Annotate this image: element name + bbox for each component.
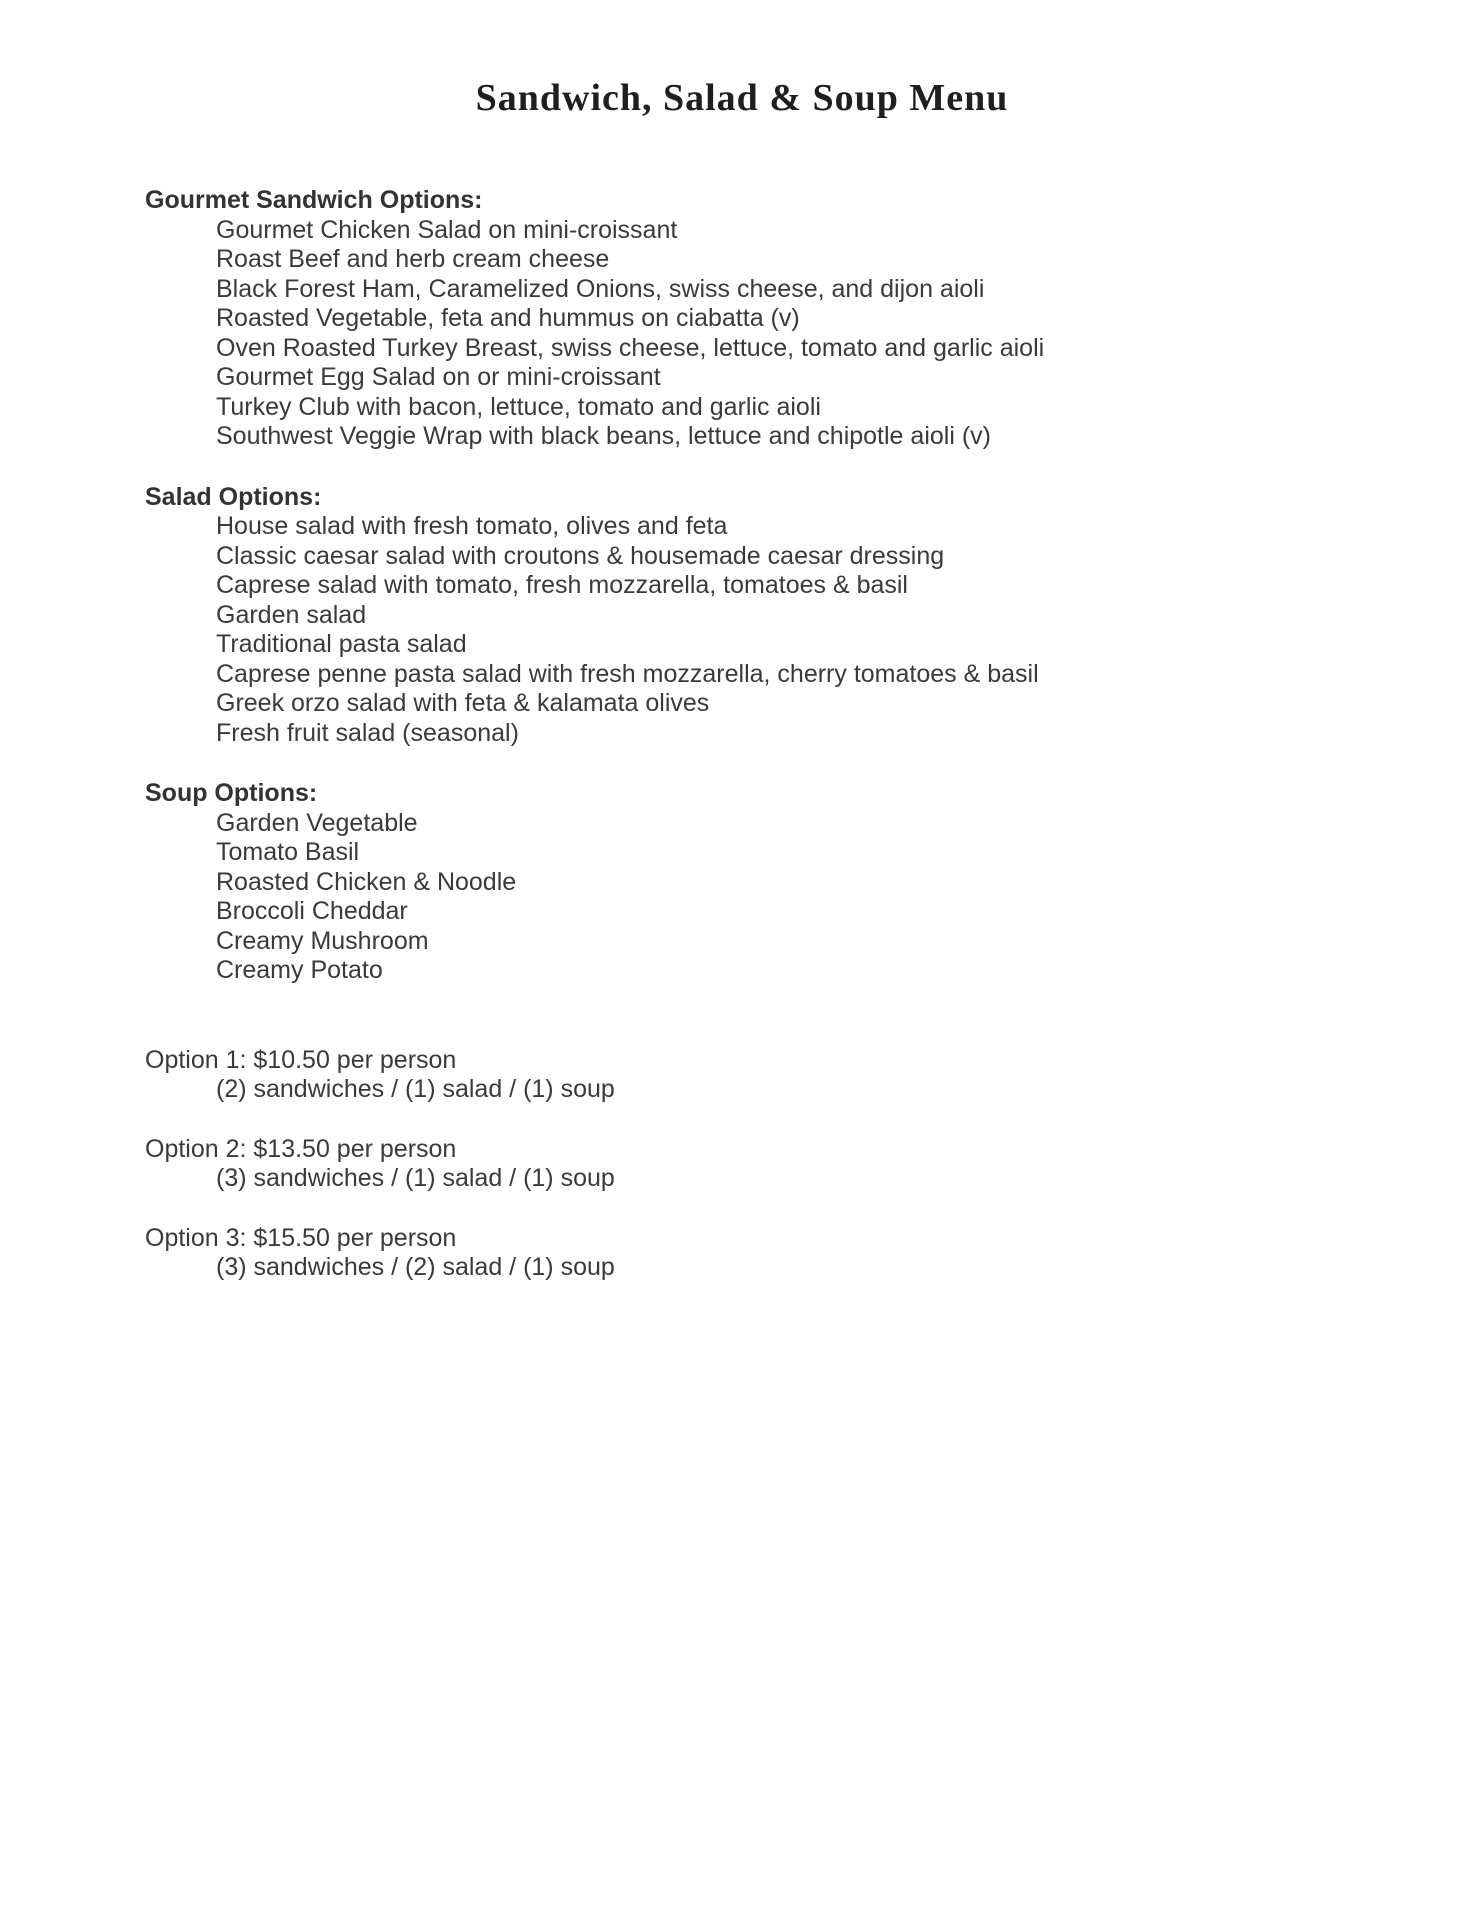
menu-item-list [145,809,1404,986]
menu-item: Oven Roasted Turkey Breast, swiss cheese, lettuce, tomato and garlic aioli [216,333,1045,362]
section-heading: Soup Options: [145,779,318,807]
menu-item: Roast Beef and herb cream cheese [216,245,610,273]
menu-item: Roasted Vegetable, feta and hummus on ciabatta (v) [216,304,800,332]
section-heading: Gourmet Sandwich Options: [145,186,483,214]
pricing-block [145,1046,1404,1105]
pricing-block [145,1135,1404,1194]
menu-item: Fresh fruit salad (seasonal) [216,718,519,747]
menu-item: Creamy Mushroom [216,926,429,955]
menu-item: Turkey Club with bacon, lettuce, tomato and garlic aioli [216,392,821,421]
menu-item-list [145,216,1404,452]
pricing-options [145,1046,1404,1283]
menu-item-list [145,512,1404,748]
menu-item: Broccoli Cheddar [216,897,408,925]
pricing-option-detail: (3) sandwiches / (1) salad / (1) soup [216,1164,615,1192]
menu-item: Gourmet Egg Salad on or mini-croissant [216,363,661,391]
menu-item: Tomato Basil [216,838,360,866]
page-title: Sandwich, Salad & Soup Menu [475,77,1009,119]
menu-item: Garden salad [216,600,367,629]
pricing-option-detail: (3) sandwiches / (2) salad / (1) soup [216,1253,615,1281]
menu-item: Greek orzo salad with feta & kalamata olives [216,689,710,717]
pricing-option-label: Option 3: $15.50 per person [145,1223,457,1252]
section-heading: Salad Options: [145,482,322,511]
menu-section [145,779,1404,986]
menu-section [145,186,1404,452]
menu-item: Caprese penne pasta salad with fresh mozzarella, cherry tomatoes & basil [216,659,1039,688]
menu-item: Southwest Veggie Wrap with black beans, lettuce and chipotle aioli (v) [216,422,991,450]
menu-item: Roasted Chicken & Noodle [216,867,517,896]
menu-item: Creamy Potato [216,956,383,984]
menu-sections [145,186,1404,986]
menu-item: Garden Vegetable [216,808,418,837]
pricing-block [145,1224,1404,1283]
menu-item: Gourmet Chicken Salad on mini-croissant [216,215,678,244]
pricing-option-detail: (2) sandwiches / (1) salad / (1) soup [216,1075,615,1103]
pricing-option-label: Option 1: $10.50 per person [145,1045,457,1074]
menu-item: Classic caesar salad with croutons & housemade caesar dressing [216,541,945,570]
menu-section [145,483,1404,749]
menu-item: Black Forest Ham, Caramelized Onions, swiss cheese, and dijon aioli [216,274,985,303]
menu-content [145,186,1404,1283]
pricing-option-label: Option 2: $13.50 per person [145,1134,457,1163]
menu-item: Traditional pasta salad [216,630,467,658]
menu-item: House salad with fresh tomato, olives and feta [216,512,728,540]
menu-item: Caprese salad with tomato, fresh mozzarella, tomatoes & basil [216,571,908,599]
